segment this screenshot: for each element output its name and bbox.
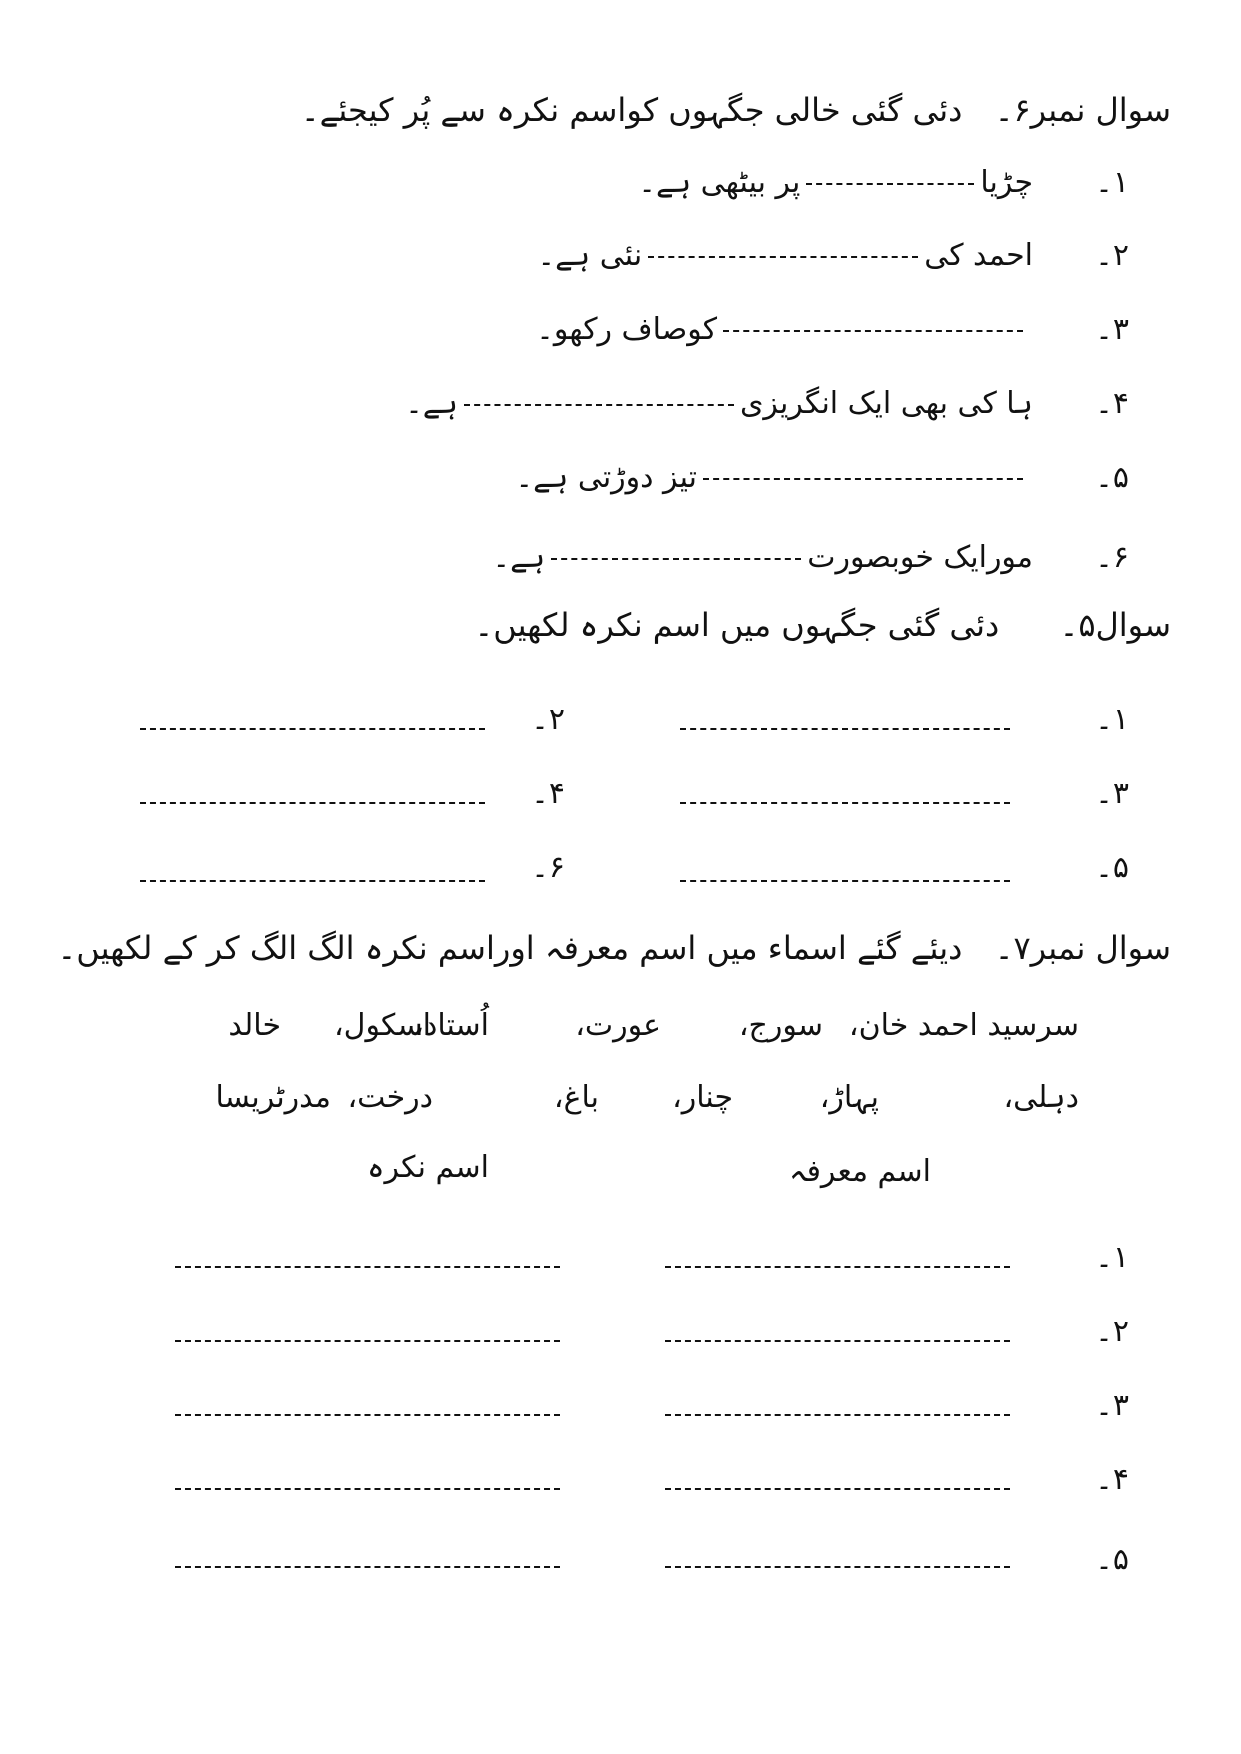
q7-word-12: مدرٹریسا xyxy=(215,1080,331,1115)
q7-item-3-number: ۳۔ xyxy=(1095,1388,1129,1423)
q7-word-5: اسکول، xyxy=(333,1008,431,1043)
q7-item-2-number: ۲۔ xyxy=(1095,1314,1129,1349)
q7-word-8: پہاڑ، xyxy=(819,1080,879,1115)
q6-item-3-blank[interactable] xyxy=(723,330,1023,332)
q5-item-4-number: ۴۔ xyxy=(531,776,565,811)
q6-heading-label: سوال نمبر۶۔ xyxy=(994,91,1171,129)
q6-item-3-number: ۳۔ xyxy=(1095,312,1129,347)
q7-item-4-number: ۴۔ xyxy=(1095,1462,1129,1497)
q5-item-4-blank[interactable] xyxy=(140,802,485,804)
q6-item-6-after: ہے۔ xyxy=(492,540,546,575)
q5-item-2-blank[interactable] xyxy=(140,728,485,730)
q6-item-5-number: ۵۔ xyxy=(1095,460,1129,495)
q6-item-1-blank[interactable] xyxy=(806,183,974,185)
q6-item-6-blank[interactable] xyxy=(551,558,801,560)
q5-instruction: دئی گئی جگہوں میں اسم نکرہ لکھیں۔ xyxy=(474,606,1000,644)
q6-item-1-sentence xyxy=(638,163,1033,203)
q6-item-2-number: ۲۔ xyxy=(1095,238,1129,273)
q6-item-2-blank[interactable] xyxy=(648,256,918,258)
q6-item-4-sentence xyxy=(405,384,1033,424)
q5-heading xyxy=(475,605,1172,645)
q7-item-5-marifa-blank[interactable] xyxy=(665,1566,1010,1568)
q6-instruction: دئی گئی خالی جگہوں کواسم نکرہ سے پُر کیجئے۔ xyxy=(300,91,963,129)
q7-column-marifa-heading: اسم معرفہ xyxy=(789,1154,931,1189)
q6-item-1-before: چڑیا xyxy=(980,165,1033,200)
q5-item-3-blank[interactable] xyxy=(680,802,1010,804)
q5-item-1-number: ۱۔ xyxy=(1095,702,1129,737)
q7-heading-label: سوال نمبر۷۔ xyxy=(994,929,1171,967)
q7-heading xyxy=(57,928,1171,968)
q5-item-5-blank[interactable] xyxy=(680,880,1010,882)
q6-item-6-sentence xyxy=(493,538,1034,578)
q7-item-3-nakira-blank[interactable] xyxy=(175,1414,560,1416)
q6-item-3-sentence xyxy=(536,310,1029,350)
q5-item-6-number: ۶۔ xyxy=(531,850,565,885)
q6-item-4-before: ہا کی بھی ایک انگریزی xyxy=(739,386,1033,421)
q7-word-4: اُستاد، xyxy=(414,1008,489,1043)
q5-item-6-blank[interactable] xyxy=(140,880,485,882)
q7-instruction: دیئے گئے اسماء میں اسم معرفہ اوراسم نکرہ الگ الگ کر کے لکھیں۔ xyxy=(57,929,963,967)
q5-item-2-number: ۲۔ xyxy=(531,702,565,737)
q6-item-5-sentence xyxy=(516,458,1029,498)
q7-word-11: درخت، xyxy=(347,1080,433,1115)
q7-item-5-number: ۵۔ xyxy=(1095,1542,1129,1577)
q6-item-1-after: پر بیٹھی ہے۔ xyxy=(638,165,801,200)
q7-word-3: عورت، xyxy=(575,1008,661,1043)
q7-word-10: باغ، xyxy=(553,1080,599,1115)
q6-item-4-after: ہے۔ xyxy=(405,386,458,421)
q6-item-1-number: ۱۔ xyxy=(1095,165,1129,200)
q7-word-2: سورج، xyxy=(738,1008,823,1043)
q7-word-1: سرسید احمد خان، xyxy=(848,1008,1079,1043)
q6-item-5-blank[interactable] xyxy=(703,478,1023,480)
q6-item-6-before: مورایک خوبصورت xyxy=(807,540,1033,575)
q7-item-4-nakira-blank[interactable] xyxy=(175,1488,560,1490)
q7-item-2-marifa-blank[interactable] xyxy=(665,1340,1010,1342)
q5-item-1-blank[interactable] xyxy=(680,728,1010,730)
q7-item-3-marifa-blank[interactable] xyxy=(665,1414,1010,1416)
q7-word-6: خالد xyxy=(228,1008,281,1043)
q6-item-6-number: ۶۔ xyxy=(1095,540,1129,575)
q6-item-2-after: نئی ہے۔ xyxy=(537,238,643,273)
q5-heading-label: سوال۵۔ xyxy=(1059,606,1171,644)
q6-item-2-sentence xyxy=(538,236,1033,276)
q7-word-9: چنار، xyxy=(672,1080,733,1115)
q7-item-4-marifa-blank[interactable] xyxy=(665,1488,1010,1490)
q6-heading xyxy=(301,90,1171,130)
q6-item-4-number: ۴۔ xyxy=(1095,386,1129,421)
q7-item-1-number: ۱۔ xyxy=(1095,1240,1129,1275)
q7-item-5-nakira-blank[interactable] xyxy=(175,1566,560,1568)
q6-item-2-before: احمد کی xyxy=(924,238,1033,273)
q7-item-1-nakira-blank[interactable] xyxy=(175,1266,560,1268)
q7-item-1-marifa-blank[interactable] xyxy=(665,1266,1010,1268)
q7-item-2-nakira-blank[interactable] xyxy=(175,1340,560,1342)
q7-word-7: دہلی، xyxy=(1003,1080,1079,1115)
q6-item-4-blank[interactable] xyxy=(464,404,734,406)
q5-item-3-number: ۳۔ xyxy=(1095,776,1129,811)
q7-column-nakira-heading: اسم نکرہ xyxy=(366,1150,489,1185)
q6-item-5-after: تیز دوڑتی ہے۔ xyxy=(515,460,697,495)
q5-item-5-number: ۵۔ xyxy=(1095,850,1129,885)
q6-item-3-after: کوصاف رکھو۔ xyxy=(536,312,717,347)
